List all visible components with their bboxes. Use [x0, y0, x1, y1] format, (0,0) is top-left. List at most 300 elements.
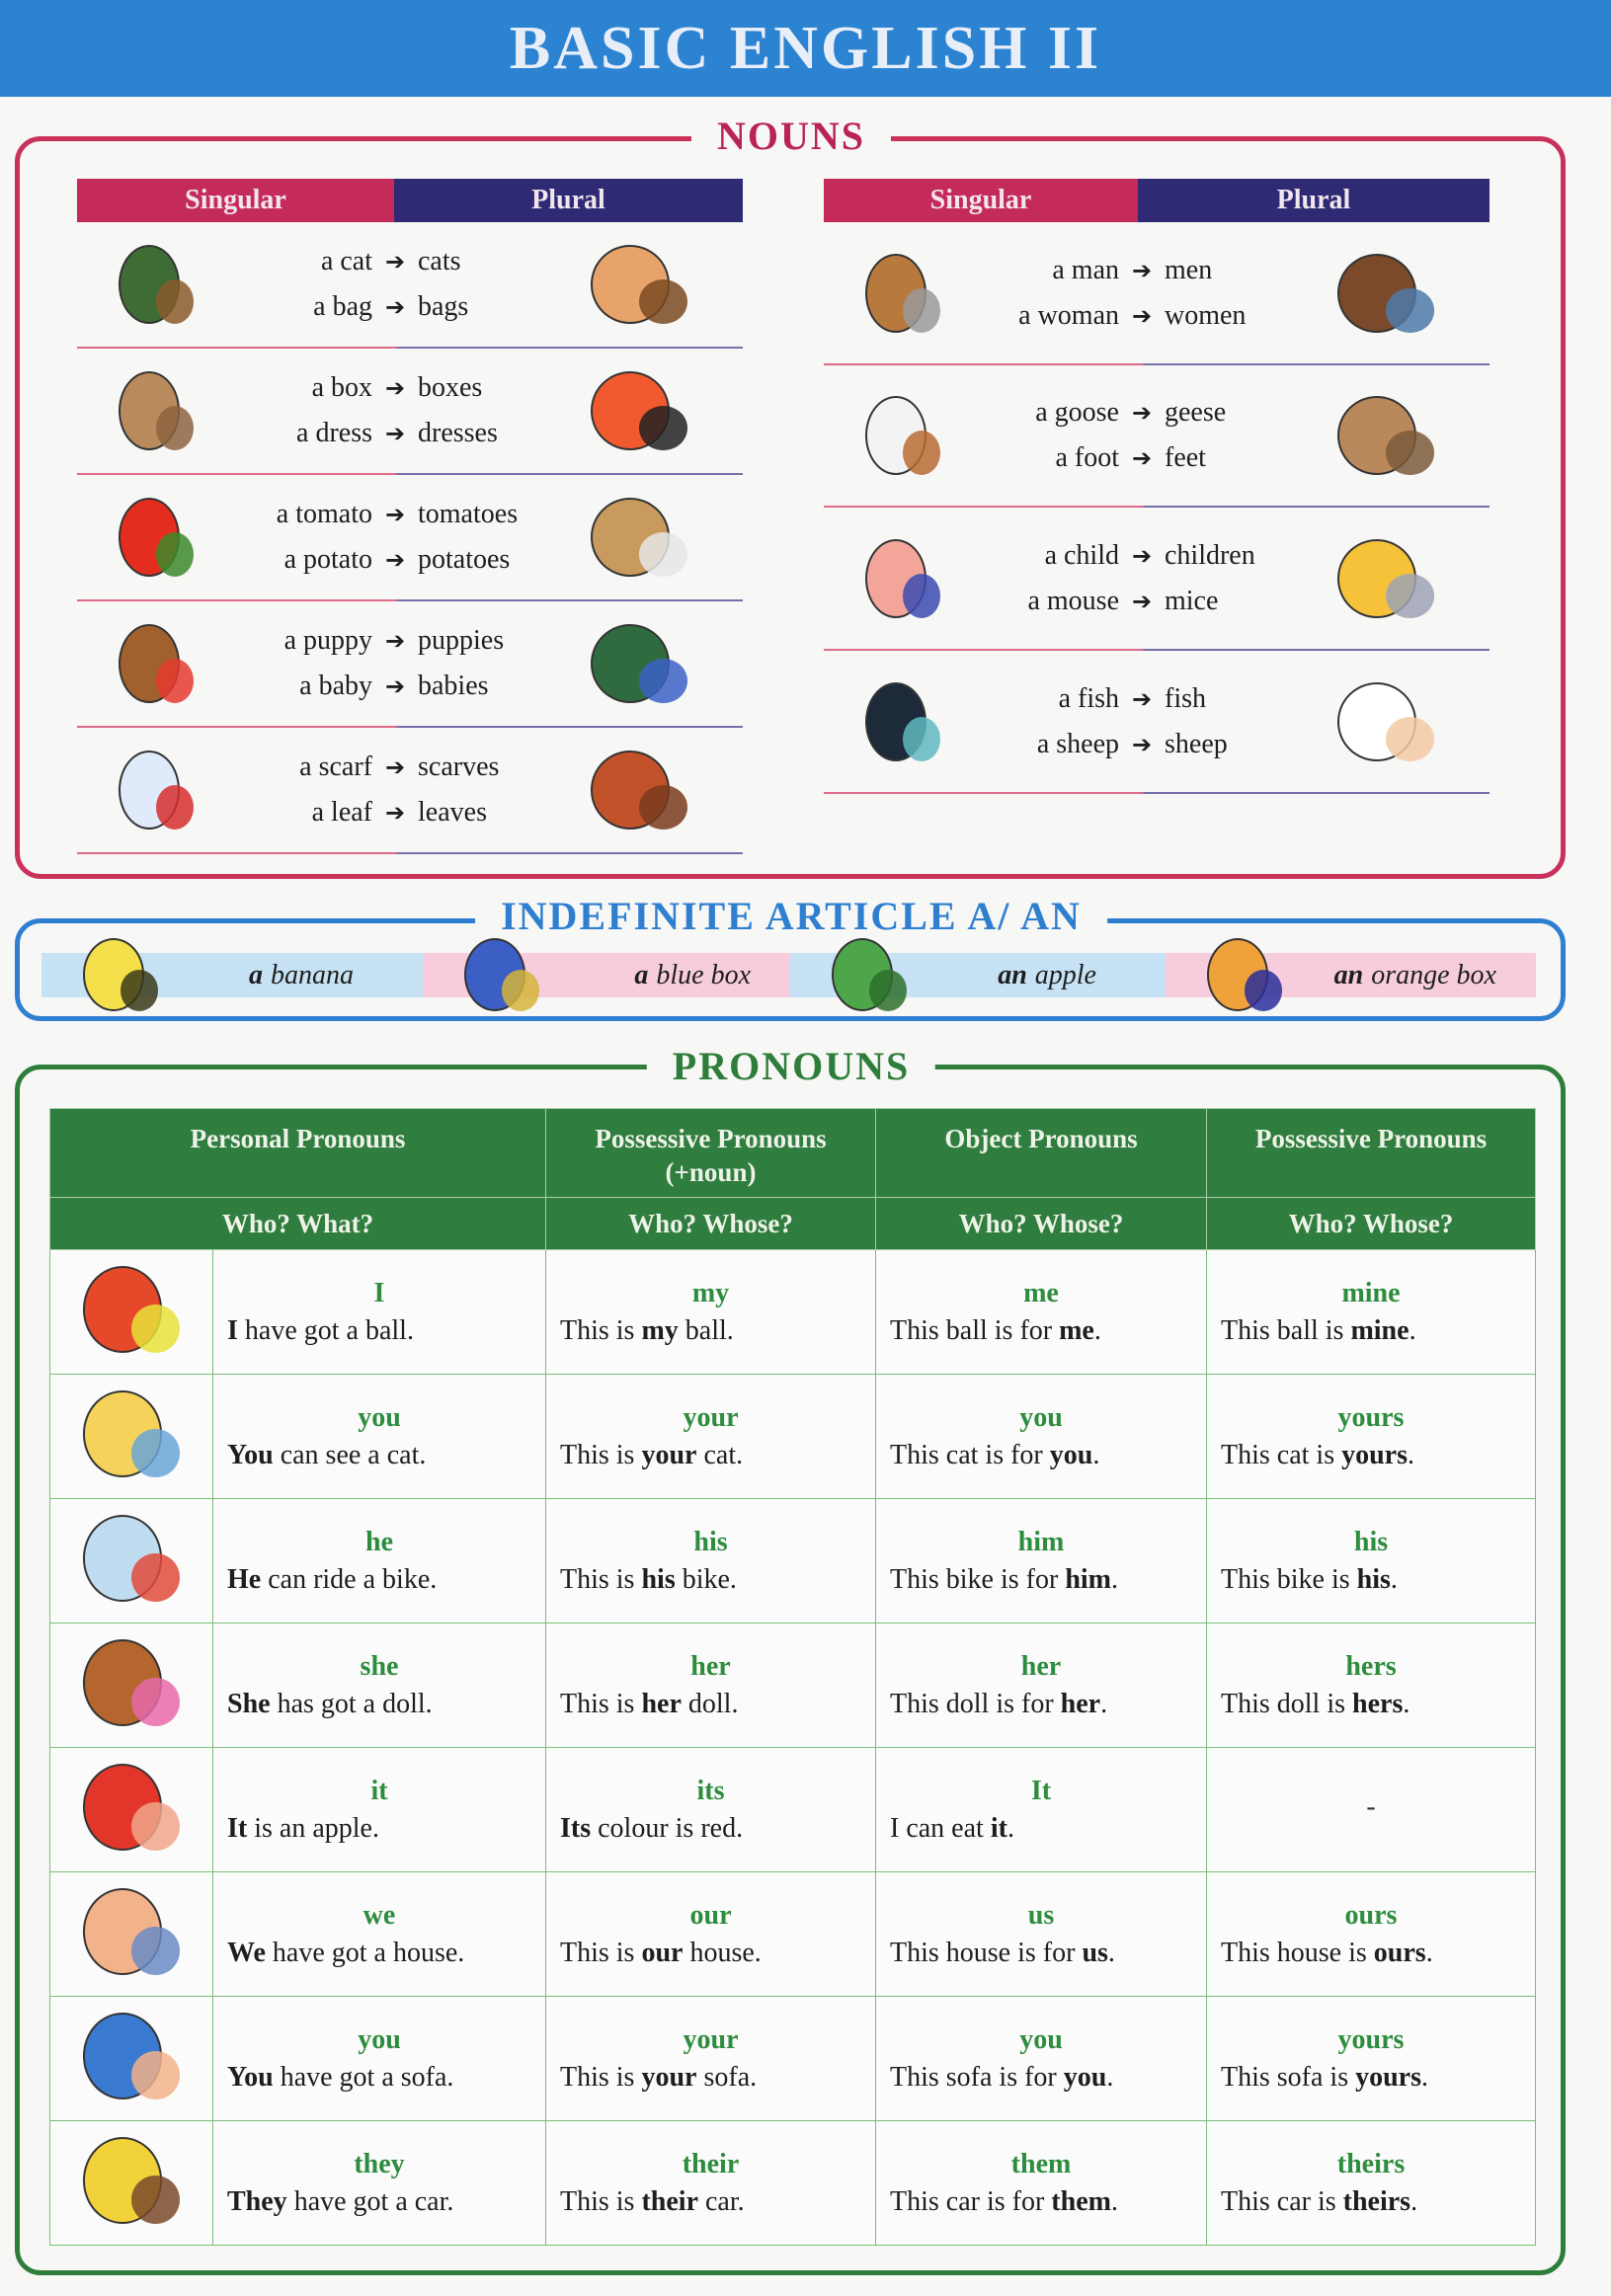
plural-picture — [575, 741, 703, 839]
singular-form: a fish — [1058, 682, 1119, 714]
sentence-pronoun: We — [227, 1937, 266, 1968]
pronoun-word: - — [1366, 1790, 1376, 1822]
pronoun-cell — [546, 1872, 876, 1997]
sentence-pronoun: your — [641, 1439, 697, 1470]
plural-form: boxes — [418, 372, 483, 403]
example-sentence — [227, 2186, 531, 2218]
arrow-right-icon: ➔ — [1131, 730, 1153, 758]
page-title: BASIC ENGLISH II — [509, 14, 1102, 82]
arrow-right-icon: ➔ — [1131, 684, 1153, 713]
pronouns-header-row — [50, 1109, 1536, 1198]
sentence-post: house. — [683, 1937, 762, 1968]
sentence-post: . — [1092, 1439, 1100, 1470]
pronoun-picture — [50, 1997, 213, 2121]
pronoun-row — [50, 1375, 1536, 1499]
pronoun-word: her — [690, 1650, 731, 1682]
example-sentence — [560, 1564, 861, 1596]
sentence-post: sofa. — [696, 2061, 758, 2093]
sentence-pre: I can eat — [890, 1812, 991, 1844]
puppy-illustration — [107, 614, 205, 713]
sentence-post: have got a ball. — [237, 1314, 414, 1346]
pronoun-word: our — [689, 1899, 732, 1931]
plural-form: men — [1165, 254, 1213, 285]
singular-form: a cat — [320, 246, 372, 277]
pronoun-word: me — [1023, 1277, 1059, 1308]
singular-form: a scarf — [299, 752, 372, 782]
noun-pairs — [225, 499, 565, 576]
sentence-pronoun: him — [1065, 1563, 1111, 1595]
caveman-illustration — [853, 244, 952, 343]
col-header-possessive: Possessive Pronouns — [1207, 1109, 1536, 1198]
singular-form: a leaf — [311, 797, 372, 828]
example-sentence — [890, 1440, 1192, 1471]
sentence-post: colour is red. — [591, 1812, 744, 1844]
sentence-pronoun: my — [641, 1314, 679, 1346]
sentence-pre: This ball is — [1221, 1314, 1351, 1346]
pronoun-picture — [50, 2121, 213, 2246]
example-sentence — [1221, 2186, 1521, 2218]
plural-picture — [1322, 386, 1450, 485]
article-noun: apple — [1034, 959, 1096, 990]
singular-form: a potato — [283, 544, 372, 575]
noun-row — [77, 349, 743, 475]
feet-illustration — [1322, 386, 1450, 485]
example-sentence — [1221, 1564, 1521, 1596]
sentence-pre: This is — [560, 1563, 642, 1595]
pronoun-cell — [876, 1375, 1207, 1499]
arrow-right-icon: ➔ — [1131, 444, 1153, 472]
example-sentence — [890, 1315, 1192, 1347]
sentence-post: have got a sofa. — [273, 2061, 454, 2093]
plural-picture — [575, 614, 703, 713]
goose-illustration — [853, 386, 952, 485]
plural-header: Plural — [1138, 179, 1490, 222]
pronoun-cell — [546, 1499, 876, 1623]
arrow-right-icon: ➔ — [384, 673, 406, 700]
singular-form: a woman — [1018, 299, 1119, 331]
child-illustration — [853, 529, 952, 628]
sentence-post: . — [1390, 1563, 1398, 1595]
sentence-pronoun: his — [641, 1563, 676, 1595]
article-item — [423, 953, 790, 997]
pronoun-cell — [546, 1375, 876, 1499]
example-sentence — [227, 1564, 531, 1596]
noun-pairs — [972, 683, 1312, 760]
example-sentence — [227, 1315, 531, 1347]
singular-form: a goose — [1035, 397, 1119, 428]
plural-form: children — [1165, 539, 1255, 571]
cardboard-box-illustration — [107, 361, 205, 460]
arrow-right-icon: ➔ — [384, 501, 406, 528]
example-sentence — [890, 1938, 1192, 1969]
noun-pair — [972, 683, 1312, 715]
noun-row — [77, 728, 743, 854]
plural-form: geese — [1165, 397, 1227, 428]
backpack-illustration — [107, 235, 205, 334]
example-sentence — [227, 1938, 531, 1969]
example-sentence — [560, 1689, 861, 1720]
sentence-pre: This is — [560, 2185, 642, 2217]
plural-picture — [575, 235, 703, 334]
noun-pair — [972, 397, 1312, 429]
two-girls-cat-illustration — [67, 1380, 196, 1488]
boys-riding-bikes-illustration — [67, 1504, 196, 1613]
pronoun-picture — [50, 1872, 213, 1997]
pronouns-heading: PRONOUNS — [647, 1047, 935, 1086]
sentence-pre: This bike is — [1221, 1563, 1357, 1595]
article-word: an — [1333, 959, 1364, 990]
plural-form: fish — [1165, 682, 1206, 714]
example-sentence — [227, 1813, 531, 1845]
sentence-pronoun: her — [641, 1688, 682, 1719]
plural-form: scarves — [418, 752, 500, 782]
singular-picture — [107, 235, 205, 334]
nouns-heading: NOUNS — [691, 117, 891, 156]
pronoun-word: we — [362, 1899, 396, 1931]
noun-row — [824, 365, 1490, 508]
singular-form: a dress — [296, 418, 372, 448]
sentence-pre: This is — [560, 1439, 642, 1470]
article-picture — [1195, 929, 1304, 1020]
pronoun-word: him — [1017, 1526, 1065, 1557]
sentence-post: . — [1110, 2185, 1118, 2217]
sentence-pronoun: yours — [1355, 2061, 1422, 2093]
question-possessive-adj: Who? Whose? — [546, 1198, 876, 1250]
example-sentence — [890, 1689, 1192, 1720]
noun-pair — [972, 442, 1312, 474]
pronoun-cell — [213, 1748, 546, 1872]
autumn-leaves-illustration — [575, 741, 703, 839]
pronoun-word: your — [683, 1401, 739, 1433]
singular-picture — [107, 361, 205, 460]
pronoun-cell — [213, 1997, 546, 2121]
example-sentence — [227, 1689, 531, 1720]
noun-pairs — [225, 372, 565, 449]
article-noun: orange box — [1371, 959, 1496, 990]
arrow-right-icon: ➔ — [1131, 301, 1153, 330]
singular-picture — [853, 529, 952, 628]
singular-form: a child — [1044, 539, 1119, 571]
pronoun-word: they — [354, 2148, 405, 2179]
sentence-post: can see a cat. — [273, 1439, 427, 1470]
pronoun-picture — [50, 1748, 213, 1872]
singular-picture — [853, 386, 952, 485]
singular-form: a foot — [1055, 442, 1119, 473]
sentence-post: . — [1107, 1937, 1115, 1968]
sentence-pre: This doll is — [1221, 1688, 1353, 1719]
example-sentence — [227, 1440, 531, 1471]
sentence-post: has got a doll. — [270, 1688, 433, 1719]
orange-gift-box-illustration — [1195, 929, 1294, 1020]
noun-pairs — [972, 397, 1312, 474]
example-sentence — [890, 1564, 1192, 1596]
singular-form: a baby — [299, 671, 372, 701]
sentence-pronoun: They — [227, 2185, 287, 2217]
singular-form: a tomato — [276, 499, 372, 529]
sentence-pre: This is — [560, 1688, 642, 1719]
pronoun-cell — [546, 2121, 876, 2246]
plural-form: mice — [1165, 585, 1219, 616]
singular-picture — [107, 614, 205, 713]
plural-form: dresses — [418, 418, 498, 448]
example-sentence — [890, 1813, 1192, 1845]
article-item — [790, 953, 1166, 997]
sentence-post: . — [1421, 2061, 1429, 2093]
pronoun-row — [50, 1872, 1536, 1997]
example-sentence — [1221, 1440, 1521, 1471]
pronoun-cell — [1207, 1997, 1536, 2121]
example-sentence — [560, 1938, 861, 1969]
plural-form: cats — [418, 246, 461, 277]
sentence-pronoun: you — [1049, 1439, 1093, 1470]
blue-gift-box-illustration — [452, 929, 551, 1020]
pronoun-cell — [876, 1872, 1207, 1997]
arrow-right-icon: ➔ — [1131, 587, 1153, 615]
pronoun-picture — [50, 1375, 213, 1499]
noun-row — [77, 222, 743, 349]
plural-form: babies — [418, 671, 489, 701]
sentence-pronoun: your — [641, 2061, 697, 2093]
singular-header: Singular — [77, 179, 394, 222]
article-noun: blue box — [656, 959, 751, 990]
arrow-right-icon: ➔ — [384, 374, 406, 402]
article-picture — [452, 929, 561, 1020]
sentence-post: . — [1093, 1314, 1101, 1346]
pronoun-cell — [213, 1499, 546, 1623]
noun-pair — [972, 729, 1312, 760]
sentence-post: have got a house. — [265, 1937, 465, 1968]
singular-picture — [107, 741, 205, 839]
pronoun-cell — [546, 1250, 876, 1375]
arrow-right-icon: ➔ — [384, 546, 406, 574]
article-item — [41, 953, 423, 997]
sentence-pre: This car is — [1221, 2185, 1343, 2217]
plural-form: leaves — [418, 797, 487, 828]
pronoun-cell — [1207, 1623, 1536, 1748]
two-cats-illustration — [575, 235, 703, 334]
sentence-pronoun: hers — [1352, 1688, 1404, 1719]
noun-pair — [972, 586, 1312, 617]
singular-form: a bag — [313, 291, 372, 322]
noun-row — [824, 222, 1490, 365]
pronouns-table — [49, 1108, 1536, 2246]
noun-pair — [225, 671, 565, 702]
pronoun-word: yours — [1337, 2023, 1405, 2055]
article-item — [1166, 953, 1536, 997]
pronoun-cell — [1207, 2121, 1536, 2246]
noun-row — [824, 651, 1490, 794]
sentence-pre: This is — [560, 2061, 642, 2093]
example-sentence — [560, 1440, 861, 1471]
two-sheep-illustration — [1322, 673, 1450, 771]
sentence-post: doll. — [681, 1688, 739, 1719]
sentence-pronoun: it — [990, 1812, 1007, 1844]
pronoun-word: you — [1019, 1401, 1063, 1433]
family-sofa-illustration — [67, 2002, 196, 2110]
pronoun-row — [50, 1499, 1536, 1623]
sentence-post: . — [1408, 1439, 1414, 1470]
pronoun-cell — [1207, 1872, 1536, 1997]
sentence-pronoun: yours — [1341, 1439, 1408, 1470]
article-strip — [41, 953, 1536, 997]
noun-pair — [972, 540, 1312, 572]
arrow-right-icon: ➔ — [384, 248, 406, 276]
pronoun-cell — [876, 1748, 1207, 1872]
noun-pair — [225, 499, 565, 530]
sentence-pre: This ball is for — [890, 1314, 1060, 1346]
pronoun-word: my — [691, 1277, 730, 1308]
sentence-pre: This sofa is for — [890, 2061, 1064, 2093]
noun-pair — [225, 797, 565, 829]
article-word: a — [634, 959, 649, 990]
pronoun-word: her — [1020, 1650, 1062, 1682]
example-sentence — [560, 1813, 861, 1845]
sentence-post: . — [1106, 2061, 1114, 2093]
pronoun-picture — [50, 1250, 213, 1375]
sentence-post: . — [1425, 1937, 1433, 1968]
plural-form: bags — [418, 291, 469, 322]
plural-form: sheep — [1165, 728, 1228, 759]
pronoun-word: his — [1353, 1526, 1389, 1557]
sentence-pre: This cat is — [1221, 1439, 1342, 1470]
sentence-pre: This doll is for — [890, 1688, 1061, 1719]
pronoun-cell — [876, 2121, 1207, 2246]
singular-header: Singular — [824, 179, 1138, 222]
babies-peapod-illustration — [575, 614, 703, 713]
noun-row — [77, 601, 743, 728]
two-dresses-illustration — [575, 361, 703, 460]
article-noun: banana — [271, 959, 354, 990]
sentence-pronoun: ours — [1373, 1937, 1426, 1968]
pronoun-cell — [876, 1250, 1207, 1375]
singular-picture — [853, 673, 952, 771]
sentence-pronoun: theirs — [1342, 2185, 1411, 2217]
example-sentence — [227, 2062, 531, 2094]
pronoun-cell — [546, 1997, 876, 2121]
sentence-pronoun: us — [1082, 1937, 1108, 1968]
singular-form: a mouse — [1027, 585, 1119, 616]
sentence-post: . — [1111, 1563, 1118, 1595]
example-sentence — [890, 2186, 1192, 2218]
noun-pair — [225, 246, 565, 277]
pronoun-cell — [876, 1623, 1207, 1748]
pronoun-cell — [213, 1250, 546, 1375]
arrow-right-icon: ➔ — [1131, 399, 1153, 427]
question-possessive: Who? Whose? — [1207, 1198, 1536, 1250]
noun-pair — [972, 255, 1312, 286]
pronoun-word: hers — [1345, 1650, 1397, 1682]
couple-in-car-illustration — [67, 2126, 196, 2235]
pronoun-row — [50, 1748, 1536, 1872]
example-sentence — [560, 2186, 861, 2218]
arrow-right-icon: ➔ — [384, 753, 406, 781]
article-word: a — [249, 959, 263, 990]
noun-pairs — [225, 625, 565, 702]
sentence-pre: This house is for — [890, 1937, 1083, 1968]
sentence-post: have got a car. — [286, 2185, 454, 2217]
example-sentence — [890, 2062, 1192, 2094]
arrow-right-icon: ➔ — [384, 293, 406, 321]
pronoun-cell — [546, 1748, 876, 1872]
noun-pair — [225, 291, 565, 323]
sentence-post: bike. — [675, 1563, 737, 1595]
noun-pair — [225, 752, 565, 783]
sentence-post: can ride a bike. — [261, 1563, 438, 1595]
banana-illustration — [71, 929, 170, 1020]
pronoun-cell — [1207, 1250, 1536, 1375]
plural-picture — [575, 361, 703, 460]
plural-form: potatoes — [418, 544, 511, 575]
pronoun-cell — [546, 1623, 876, 1748]
plural-header: Plural — [394, 179, 743, 222]
sentence-post: cat. — [696, 1439, 744, 1470]
col-header-object: Object Pronouns — [876, 1109, 1207, 1198]
arrow-right-icon: ➔ — [384, 420, 406, 447]
pronoun-word: It — [1030, 1775, 1052, 1806]
fish-illustration — [853, 673, 952, 771]
pronoun-word: I — [373, 1277, 385, 1308]
pronoun-word: mine — [1341, 1277, 1401, 1308]
sentence-pronoun: me — [1059, 1314, 1094, 1346]
nouns-table-right — [824, 179, 1490, 794]
noun-pair — [225, 372, 565, 404]
col-header-possessive-adj: Possessive Pronouns (+noun) — [546, 1109, 876, 1198]
singular-picture — [853, 244, 952, 343]
pronoun-picture — [50, 1499, 213, 1623]
plural-picture — [1322, 529, 1450, 628]
plural-form: feet — [1165, 442, 1206, 473]
plural-picture — [1322, 673, 1450, 771]
girl-with-doll-illustration — [67, 1628, 196, 1737]
green-apple-illustration — [820, 929, 919, 1020]
pronoun-word: its — [696, 1775, 725, 1806]
pronoun-cell — [213, 2121, 546, 2246]
pronoun-cell — [1207, 1499, 1536, 1623]
pronoun-word: it — [370, 1775, 388, 1806]
pronoun-cell — [876, 1499, 1207, 1623]
sentence-pronoun: them — [1051, 2185, 1111, 2217]
article-picture — [71, 929, 180, 1020]
noun-pairs — [225, 752, 565, 829]
noun-pairs — [972, 255, 1312, 332]
pronoun-word: you — [358, 2023, 401, 2055]
pronoun-word: your — [683, 2023, 739, 2055]
singular-picture — [107, 488, 205, 587]
sentence-pre: This is — [560, 1314, 642, 1346]
sentence-pre: This bike is for — [890, 1563, 1066, 1595]
plural-picture — [1322, 244, 1450, 343]
question-object: Who? Whose? — [876, 1198, 1207, 1250]
example-sentence — [1221, 2062, 1521, 2094]
example-sentence — [560, 1315, 861, 1347]
pronoun-picture — [50, 1623, 213, 1748]
noun-pair — [225, 418, 565, 449]
sentence-pronoun: his — [1356, 1563, 1391, 1595]
pronoun-cell — [1207, 1375, 1536, 1499]
sentence-pronoun: our — [641, 1937, 684, 1968]
pronoun-word: them — [1010, 2148, 1072, 2179]
plural-form: puppies — [418, 625, 505, 656]
singular-form: a puppy — [283, 625, 372, 656]
nouns-table-left — [77, 179, 743, 854]
sentence-post: is an apple. — [247, 1812, 379, 1844]
col-header-personal: Personal Pronouns — [50, 1109, 546, 1198]
singular-form: a man — [1052, 254, 1119, 285]
article-word: an — [998, 959, 1027, 990]
sentence-post: . — [1100, 1688, 1108, 1719]
pronoun-row — [50, 1623, 1536, 1748]
sentence-pronoun: mine — [1350, 1314, 1410, 1346]
